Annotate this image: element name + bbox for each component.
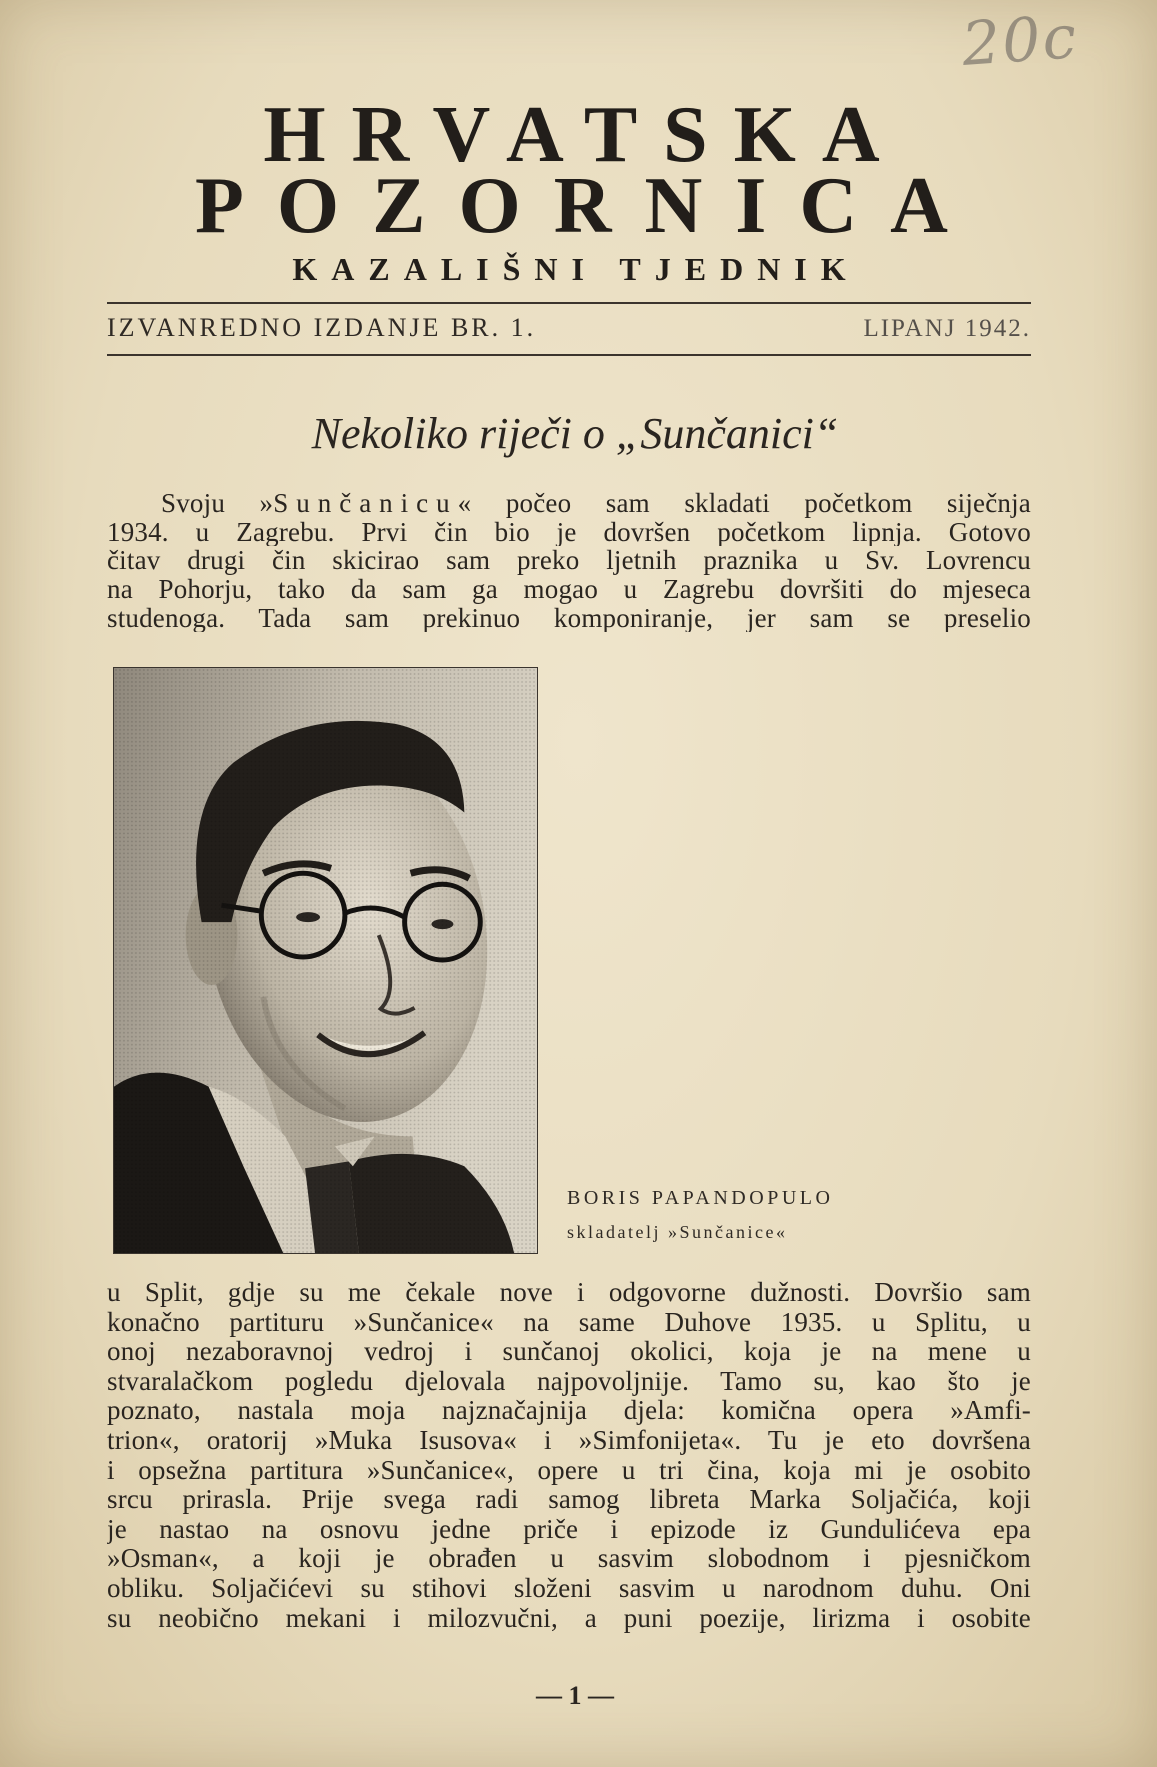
text-line: trion«, oratorij »Muka Isusova« i »Simfonijeta«. Tu je eto dovršena: [107, 1425, 1031, 1455]
halftone-overlay: [114, 668, 537, 1253]
text-line: srcu prirasla. Prije svega radi samog libreta Marka Soljačića, koji: [107, 1485, 1031, 1515]
text-line: obliku. Soljačićevi su stihovi složeni sasvim u narodnom duhu. Oni: [107, 1573, 1031, 1603]
text-line: »Osman«, a koji je obrađen u sasvim slobodnom i pjesničkom: [107, 1544, 1031, 1574]
text-line: stvaralačkom pogledu djelovala najpovoljnije. Tamo su, kao što je: [107, 1366, 1031, 1396]
masthead-title-line2: POZORNICA: [195, 162, 981, 250]
handwritten-mark: 20c: [959, 2, 1081, 80]
bottom-rule: [107, 354, 1031, 356]
text-line: i opsežna partitura »Sunčanice«, opere u tri čina, koja mi je osobito: [107, 1455, 1031, 1485]
photo-caption-name: BORIS PAPANDOPULO: [567, 1187, 834, 1209]
text-line: konačno partituru »Sunčanice« na same Duhove 1935. u Splitu, u: [107, 1307, 1031, 1337]
text-line: onoj nezaboravnoj vedroj i sunčanoj okolici, koja je na mene u: [107, 1337, 1031, 1367]
article-heading: Nekoliko riječi o „Sunčanici“: [311, 409, 839, 458]
text-line: čitav drugi čin skicirao sam preko ljetnih praznika u Sv. Lovrencu: [107, 546, 1031, 576]
text-line: je nastao na osnovu jedne priče i epizode iz Gundulićeva epa: [107, 1514, 1031, 1544]
masthead-subtitle: KAZALIŠNI TJEDNIK: [292, 251, 860, 287]
text-line: [107, 489, 1031, 518]
text-fragment: « počeo sam skladati početkom siječnja: [457, 489, 1031, 518]
text-line: 1934. u Zagrebu. Prvi čin bio je dovršen početkom lipnja. Gotovo: [107, 517, 1031, 547]
page-number: — 1 —: [536, 1681, 614, 1710]
text-line: poznato, nastala moja najznačajnija djela: komična opera »Amfi-: [107, 1396, 1031, 1426]
composer-portrait-photo: [113, 667, 538, 1254]
top-rule: [107, 302, 1031, 304]
issue-date: LIPANJ 1942.: [863, 315, 1031, 342]
photo-caption-role: skladatelj »Sunčanice«: [567, 1222, 788, 1242]
text-line: studenoga. Tada sam prekinuo komponiranje, jer sam se preselio: [107, 603, 1031, 633]
text-line: su neobično mekani i milozvučni, a puni poezije, lirizma i osobite: [107, 1603, 1031, 1633]
portrait-image: [114, 668, 537, 1253]
text-line: na Pohorju, tako da sam ga mogao u Zagrebu dovršiti do mjeseca: [107, 575, 1031, 604]
emphasized-word: Sunčanicu: [273, 489, 458, 518]
article-paragraph-2: [107, 1278, 1031, 1633]
masthead-title-line1: HRVATSKA: [263, 91, 906, 179]
edition-label: IZVANREDNO IZDANJE BR. 1.: [107, 313, 537, 342]
text-line: u Split, gdje su me čekale nove i odgovorne dužnosti. Dovršio sam: [107, 1278, 1031, 1307]
text-fragment: Svoju »: [161, 489, 274, 518]
article-paragraph-1: [107, 489, 1031, 632]
